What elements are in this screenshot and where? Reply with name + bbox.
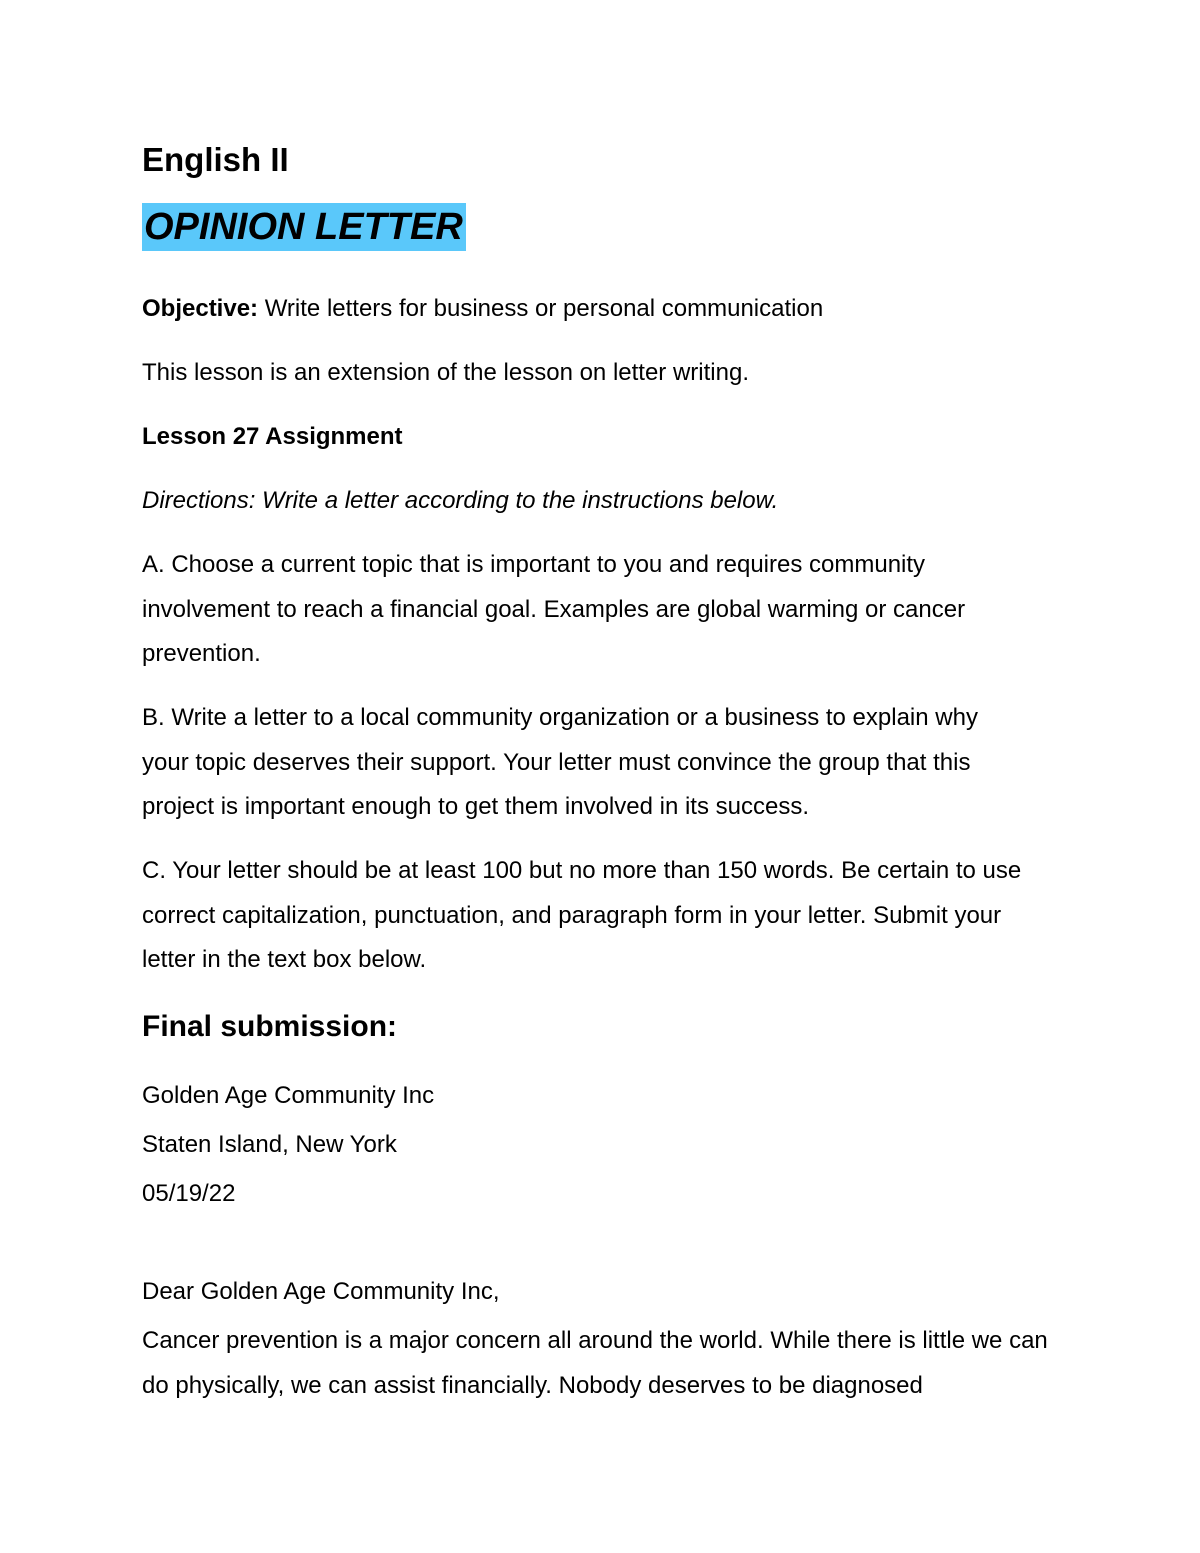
instruction-item-c: C. Your letter should be at least 100 but no more than 150 words. Be certain to use correct capitalization, punctuation, and paragraph form in your letter. Submit your letter in the text box below. (142, 857, 1022, 973)
course-title: English II (142, 141, 289, 178)
recipient-location: Staten Island, New York (142, 1131, 397, 1158)
letter-salutation: Dear Golden Age Community Inc, (142, 1278, 500, 1305)
recipient-name: Golden Age Community Inc (142, 1082, 435, 1109)
intro-text: This lesson is an extension of the lesson on letter writing. (142, 359, 749, 386)
letter-date: 05/19/22 (142, 1180, 236, 1207)
assignment-directions: Directions: Write a letter according to the instructions below. (142, 487, 779, 514)
objective-line (142, 287, 1102, 332)
instruction-item-b: B. Write a letter to a local community organization or a business to explain why your topic deserves their support. Your letter must convince the group that this project is important enough to get them involved in its success. (142, 704, 978, 820)
objective-text: Write letters for business or personal communication (258, 295, 824, 322)
letter-body: Cancer prevention is a major concern all around the world. While there is little we can do physically, we can assist financially. Nobody deserves to be diagnosed (142, 1327, 1048, 1399)
objective-label: Objective: (142, 295, 259, 322)
document-title: OPINION LETTER (142, 203, 466, 251)
instruction-item-a: A. Choose a current topic that is important to you and requires community involvement to reach a financial goal. Examples are global warming or cancer prevention. (142, 551, 966, 667)
assignment-heading: Lesson 27 Assignment (142, 423, 403, 450)
final-submission-heading: Final submission: (142, 1010, 398, 1043)
